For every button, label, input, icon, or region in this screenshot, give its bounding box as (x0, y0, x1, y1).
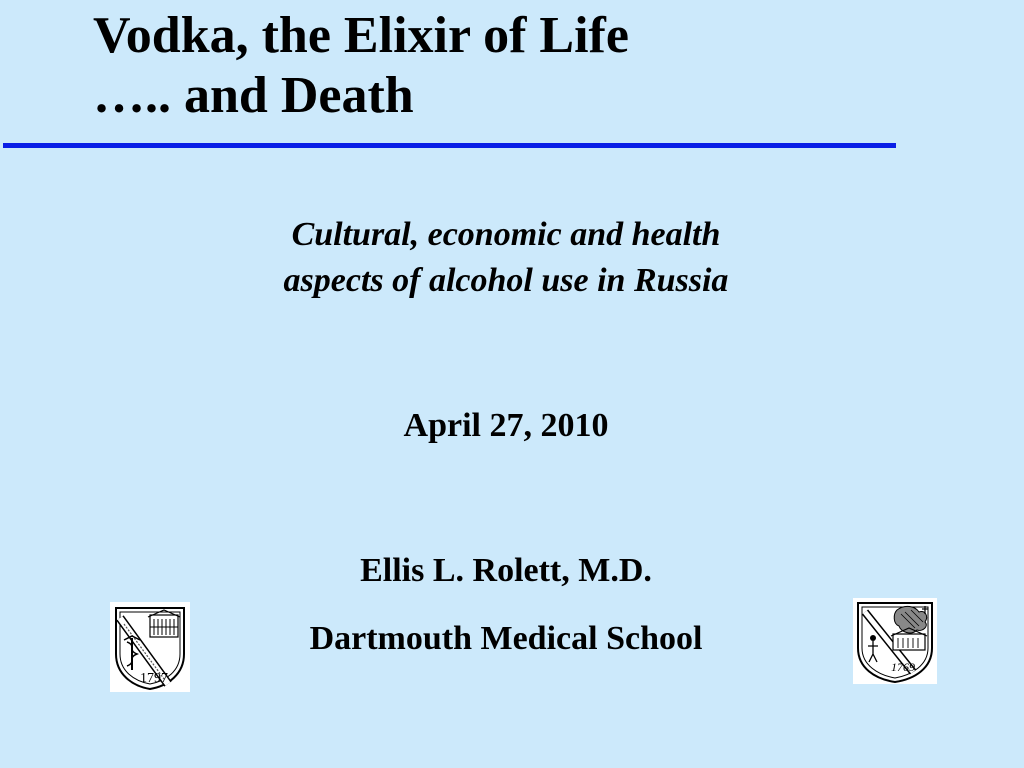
author-name: Ellis L. Rolett, M.D. (360, 552, 652, 589)
medical-seal-year: 1797 (140, 671, 168, 686)
title-divider (3, 143, 896, 148)
college-seal-year: 1769 (891, 660, 915, 674)
subtitle-line-1: Cultural, economic and health (291, 216, 721, 253)
slide-title-line-1: Vodka, the Elixir of Life (93, 7, 629, 64)
dartmouth-college-seal-icon (853, 598, 937, 684)
medical-school-seal-icon (110, 602, 190, 692)
institution-name: Dartmouth Medical School (309, 620, 703, 657)
subtitle-line-2: aspects of alcohol use in Russia (283, 262, 729, 299)
slide-title (93, 6, 629, 126)
presentation-date: April 27, 2010 (403, 407, 609, 444)
slide-title-line-2: ….. and Death (93, 67, 414, 124)
slide-subtitle (200, 212, 812, 304)
